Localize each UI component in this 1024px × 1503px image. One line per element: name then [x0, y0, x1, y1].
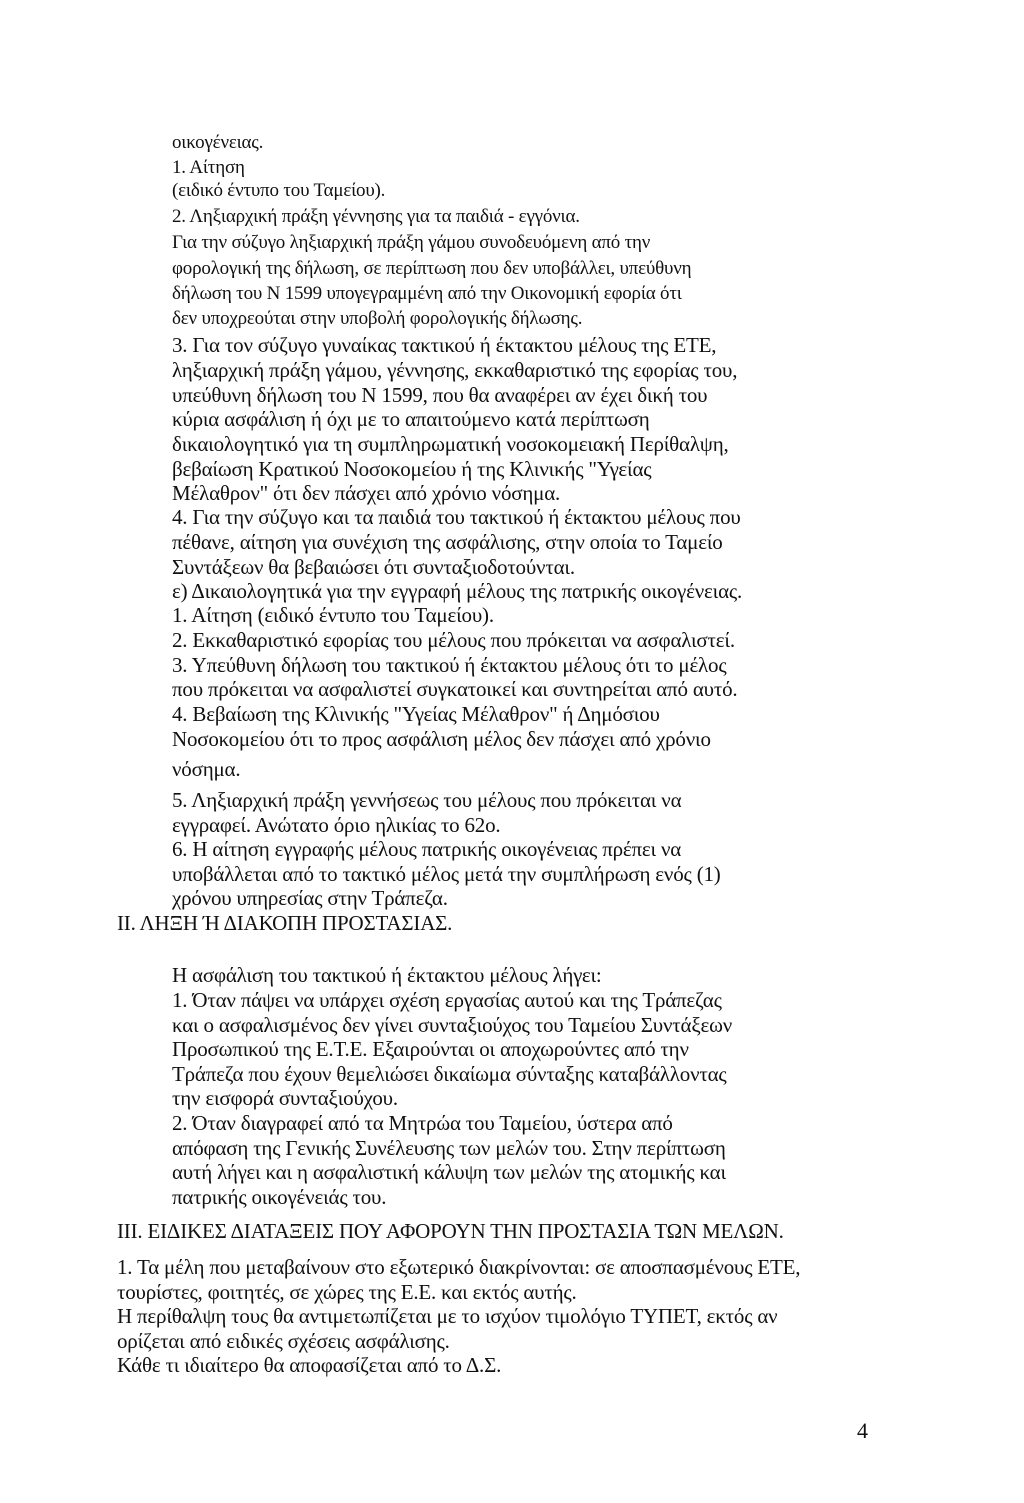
text-line: εγγραφεί. Ανώτατο όριο ηλικίας το 62ο.: [172, 813, 501, 837]
section-heading: ΙΙΙ. ΕΙΔΙΚΕΣ ΔΙΑΤΑΞΕΙΣ ΠΟΥ ΑΦΟΡΟΥΝ ΤΗΝ ΠΡΟΣΤΑΣΙΑ ΤΩΝ ΜΕΛΩΝ.: [117, 1219, 784, 1243]
text-line: δικαιολογητικό για τη συμπληρωματική νοσοκομειακή Περίθαλψη,: [172, 432, 729, 456]
text-line: ληξιαρχική πράξη γάμου, γέννησης, εκκαθαριστικό της εφορίας του,: [172, 358, 738, 382]
text-line: χρόνου υπηρεσίας στην Τράπεζα.: [172, 886, 448, 910]
text-line: 1. Τα μέλη που μεταβαίνουν στο εξωτερικό διακρίνονται: σε αποσπασμένους ΕΤΕ,: [117, 1255, 801, 1279]
text-line: 1. Όταν πάψει να υπάρχει σχέση εργασίας αυτού και της Τράπεζας: [172, 988, 722, 1012]
text-line: Νοσοκομείου ότι το προς ασφάλιση μέλος δεν πάσχει από χρόνιο: [172, 727, 711, 751]
text-line: Για την σύζυγο ληξιαρχική πράξη γάμου συνοδευόμενη από την: [172, 232, 651, 253]
text-line: κύρια ασφάλιση ή όχι με το απαιτούμενο κατά περίπτωση: [172, 407, 650, 431]
text-line: Τράπεζα που έχουν θεμελιώσει δικαίωμα σύνταξης καταβάλλοντας: [172, 1062, 727, 1086]
text-line: Η ασφάλιση του τακτικού ή έκτακτου μέλους λήγει:: [172, 963, 602, 987]
text-line: 2. Όταν διαγραφεί από τα Μητρώα του Ταμείου, ύστερα από: [172, 1111, 673, 1135]
page-number: 4: [857, 1418, 868, 1443]
text-line: 5. Ληξιαρχική πράξη γεννήσεως του μέλους που πρόκειται να: [172, 788, 682, 812]
text-line: υπεύθυνη δήλωση του Ν 1599, που θα αναφέρει αν έχει δική του: [172, 383, 708, 407]
text-line: βεβαίωση Κρατικού Νοσοκομείου ή της Κλινικής "Υγείας: [172, 457, 652, 481]
text-line: 2. Ληξιαρχική πράξη γέννησης για τα παιδιά - εγγόνια.: [172, 206, 580, 227]
text-line: 4. Βεβαίωση της Κλινικής "Υγείας Μέλαθρον" ή Δημόσιου: [172, 702, 660, 726]
text-line: δήλωση του Ν 1599 υπογεγραμμένη από την Οικονομική εφορία ότι: [172, 283, 682, 304]
text-line: που πρόκειται να ασφαλιστεί συγκατοικεί και συντηρείται από αυτό.: [172, 677, 738, 701]
text-line: Η περίθαλψη τους θα αντιμετωπίζεται με το ισχύον τιμολόγιο ΤΥΠΕΤ, εκτός αν: [117, 1304, 778, 1328]
section-heading: ε) Δικαιολογητικά για την εγγραφή μέλους της πατρικής οικογένειας.: [172, 579, 743, 603]
text-line: Κάθε τι ιδιαίτερο θα αποφασίζεται από το Δ.Σ.: [117, 1353, 502, 1377]
text-line: πέθανε, αίτηση για συνέχιση της ασφάλισης, στην οποία το Ταμείο: [172, 530, 723, 554]
text-line: αυτή λήγει και η ασφαλιστική κάλυψη των μελών της ατομικής και: [172, 1160, 726, 1184]
text-line: απόφαση της Γενικής Συνέλευσης των μελών του. Στην περίπτωση: [172, 1136, 726, 1160]
text-line: δεν υποχρεούται στην υποβολή φορολογικής δήλωσης.: [172, 308, 583, 329]
text-line: την εισφορά συνταξιούχου.: [172, 1086, 398, 1110]
text-line: 2. Εκκαθαριστικό εφορίας του μέλους που πρόκειται να ασφαλιστεί.: [172, 628, 735, 652]
text-line: οικογένειας.: [172, 132, 264, 153]
section-heading: ΙΙ. ΛΗΞΗ Ή ΔΙΑΚΟΠΗ ΠΡΟΣΤΑΣΙΑΣ.: [117, 911, 453, 935]
text-line: νόσημα.: [172, 757, 241, 781]
text-line: Προσωπικού της Ε.Τ.Ε. Εξαιρούνται οι αποχωρούντες από την: [172, 1037, 689, 1061]
text-line: 3. Για τον σύζυγο γυναίκας τακτικού ή έκτακτου μέλους της ΕΤΕ,: [172, 333, 717, 357]
text-line: 3. Υπεύθυνη δήλωση του τακτικού ή έκτακτου μέλους ότι το μέλος: [172, 653, 727, 677]
text-line: και ο ασφαλισμένος δεν γίνει συνταξιούχος του Ταμείου Συντάξεων: [172, 1013, 733, 1037]
text-line: φορολογική της δήλωση, σε περίπτωση που δεν υποβάλλει, υπεύθυνη: [172, 258, 692, 279]
text-line: 6. Η αίτηση εγγραφής μέλους πατρικής οικογένειας πρέπει να: [172, 837, 682, 861]
text-line: 1. Αίτηση: [172, 157, 245, 178]
text-line: (ειδικό έντυπο του Ταμείου).: [172, 180, 386, 201]
text-line: 4. Για την σύζυγο και τα παιδιά του τακτικού ή έκτακτου μέλους που: [172, 505, 741, 529]
text-line: 1. Αίτηση (ειδικό έντυπο του Ταμείου).: [172, 603, 494, 627]
text-line: Μέλαθρον" ότι δεν πάσχει από χρόνιο νόσημα.: [172, 481, 561, 505]
text-line: πατρικής οικογένειάς του.: [172, 1185, 387, 1209]
text-line: Συντάξεων θα βεβαιώσει ότι συνταξιοδοτούνται.: [172, 555, 575, 579]
text-line: τουρίστες, φοιτητές, σε χώρες της Ε.Ε. και εκτός αυτής.: [117, 1280, 577, 1304]
text-line: ορίζεται από ειδικές σχέσεις ασφάλισης.: [117, 1329, 450, 1353]
text-line: υποβάλλεται από το τακτικό μέλος μετά την συμπλήρωση ενός (1): [172, 862, 721, 886]
